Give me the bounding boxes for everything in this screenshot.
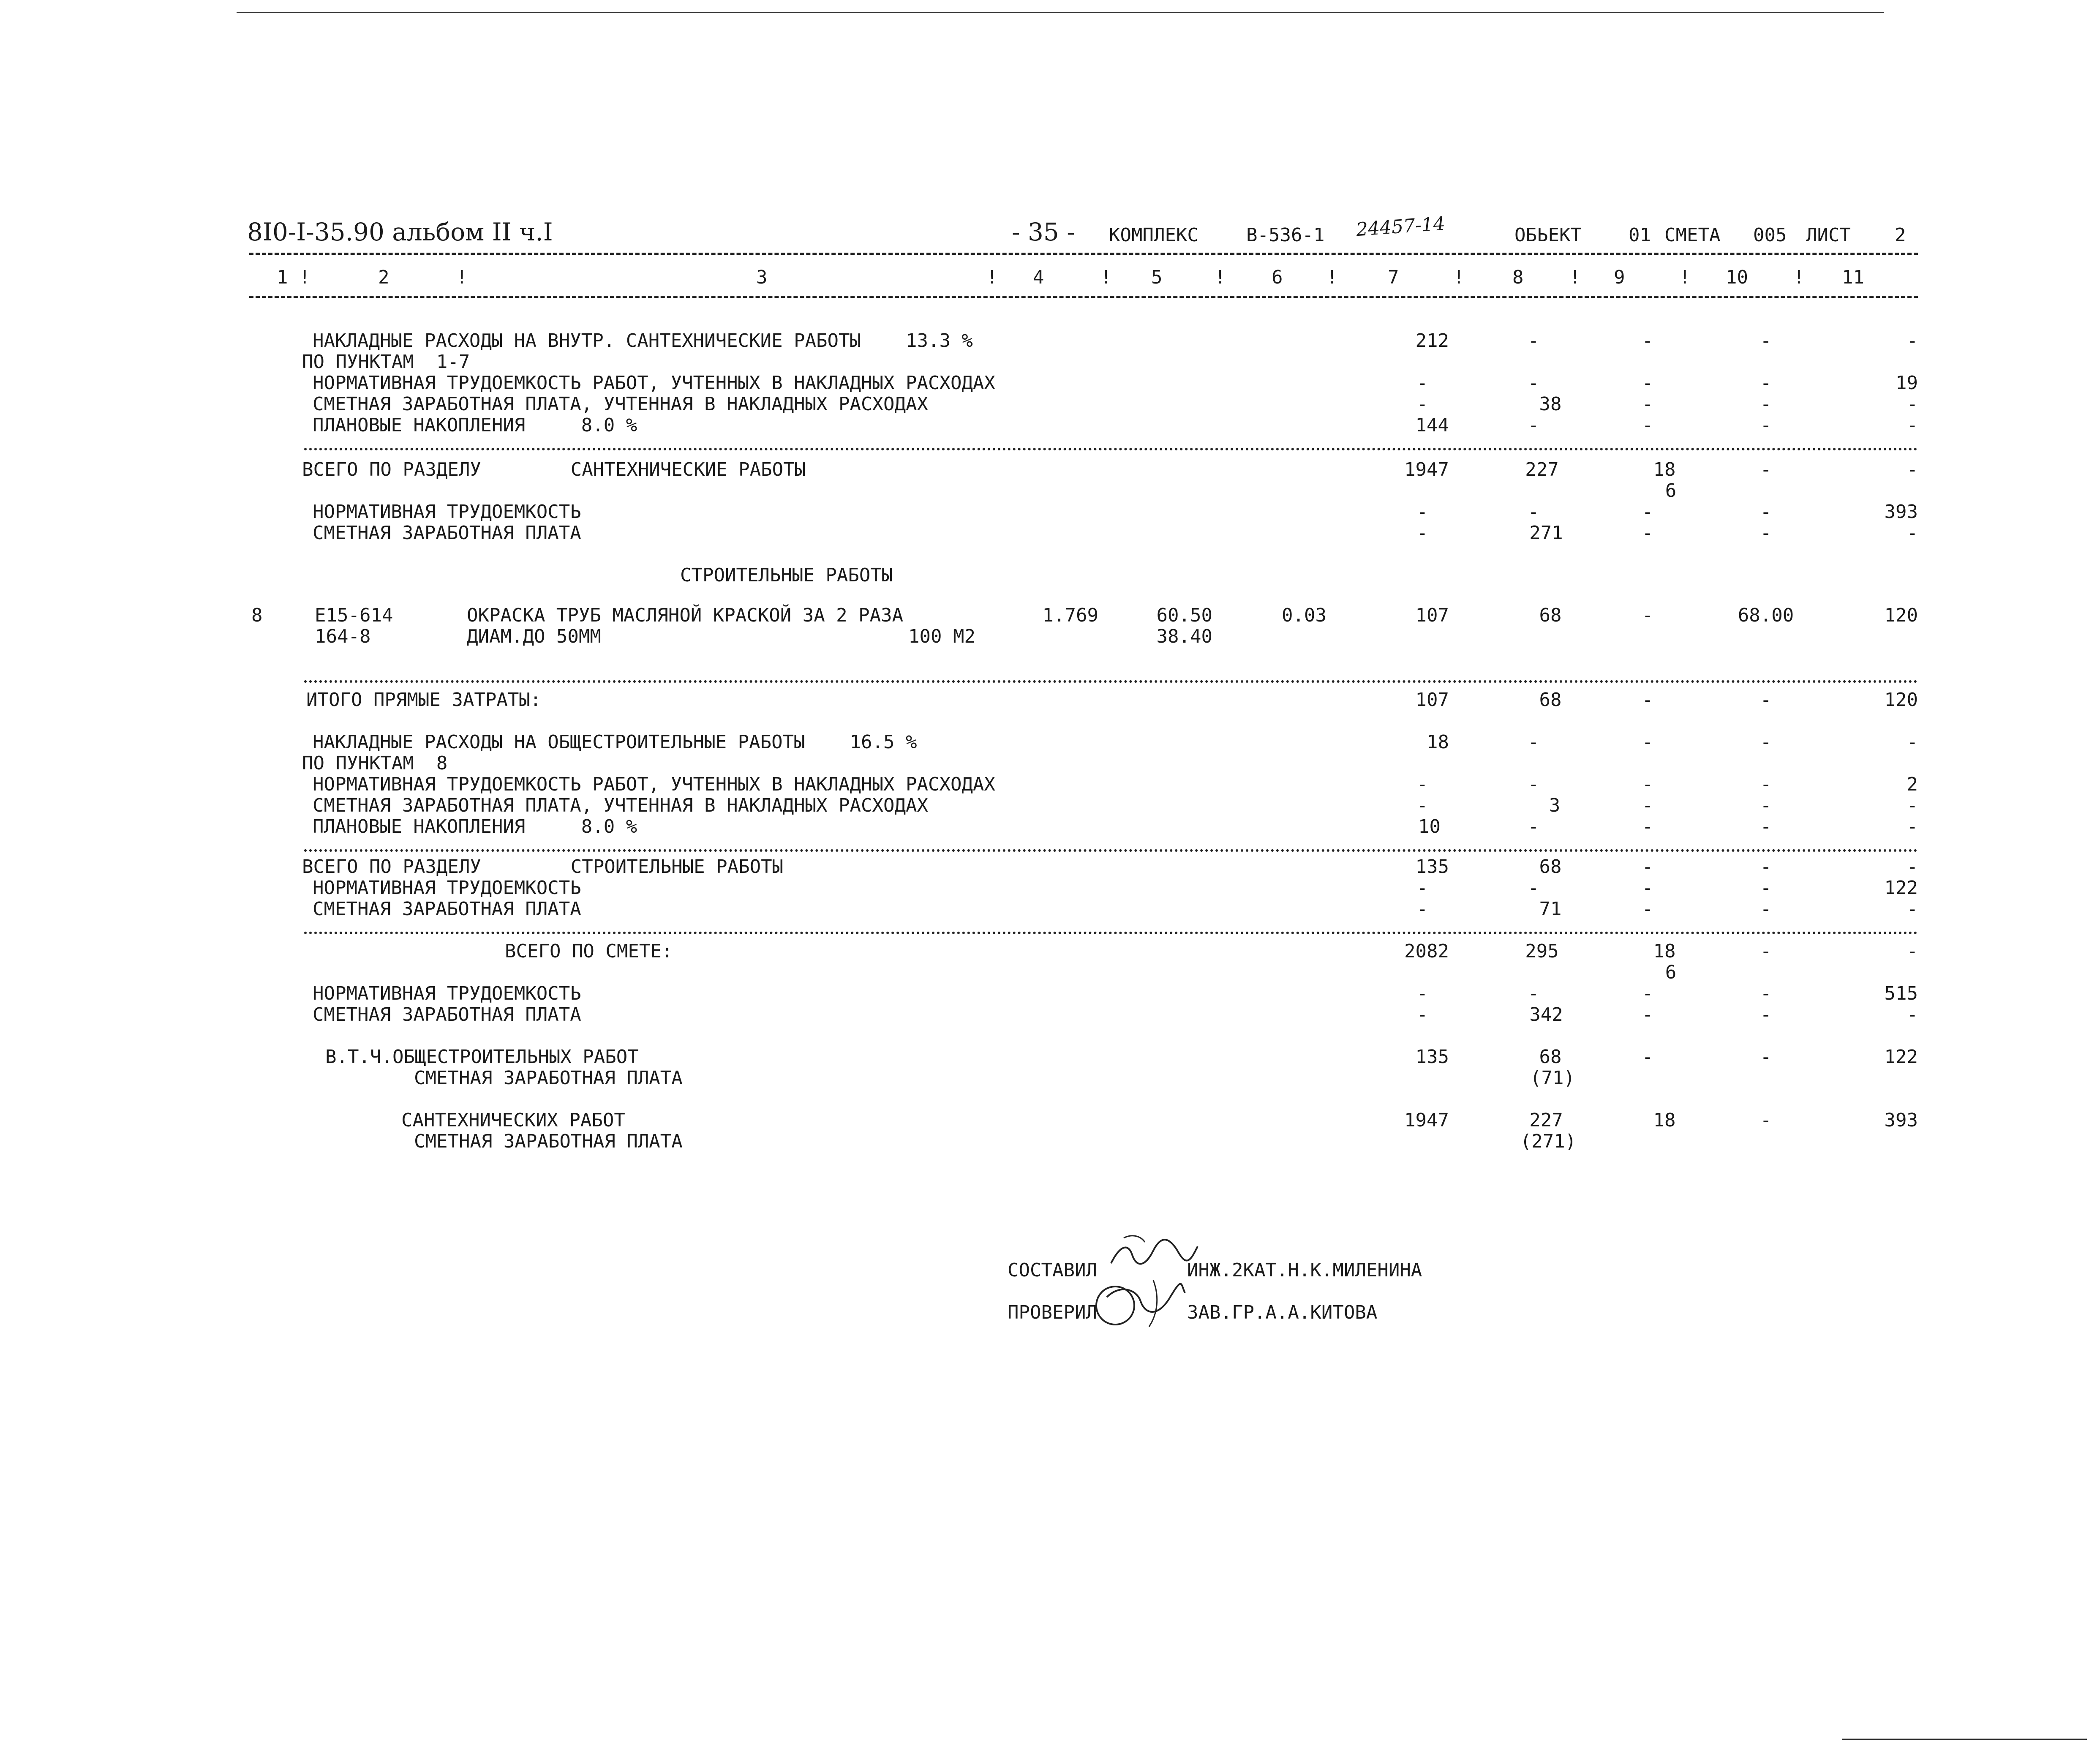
column-header: 3 xyxy=(756,267,768,288)
item-code: Е15-614 xyxy=(315,605,393,626)
cell-col7: - xyxy=(1416,393,1428,415)
cell-col8: 68 xyxy=(1539,856,1562,878)
cell-col9: - xyxy=(1642,414,1653,436)
cell-col10: - xyxy=(1760,940,1772,962)
item-unit-cost: 60.50 xyxy=(1156,605,1212,626)
cell-col7: - xyxy=(1416,774,1428,795)
section-separator xyxy=(304,680,1918,683)
cell-col7: 18 xyxy=(1427,731,1449,753)
cell-col9: - xyxy=(1642,856,1653,878)
cell-col8: 227 xyxy=(1529,1109,1563,1131)
cell-col8: (71) xyxy=(1530,1067,1575,1089)
cell-col9: - xyxy=(1642,330,1653,352)
cell-col9: 6 xyxy=(1665,962,1677,983)
cell-col8: - xyxy=(1528,816,1539,837)
cell-col9: - xyxy=(1642,898,1653,920)
cell-col8: 71 xyxy=(1539,898,1562,920)
scan-edge-line xyxy=(237,12,1884,13)
cell-col11: 393 xyxy=(1884,1109,1918,1131)
table-row-text: СМЕТНАЯ ЗАРАБОТНАЯ ПЛАТА, УЧТЕННАЯ В НАКЛАДНЫХ РАСХОДАХ xyxy=(313,795,928,816)
cell-col7: - xyxy=(1416,501,1428,523)
cell-col7: - xyxy=(1416,983,1428,1004)
table-row-text: НОРМАТИВНАЯ ТРУДОЕМКОСТЬ РАБОТ, УЧТЕННЫХ В НАКЛАДНЫХ РАСХОДАХ xyxy=(313,372,995,394)
cell-col9: - xyxy=(1642,983,1653,1004)
cell-col7: 212 xyxy=(1415,330,1449,352)
cell-col8: 271 xyxy=(1529,522,1563,544)
cell-col11: - xyxy=(1907,816,1918,837)
cell-col8: 227 xyxy=(1525,459,1559,480)
cell-col9: 18 xyxy=(1653,459,1676,480)
cell-col9: - xyxy=(1642,372,1653,394)
sheet-number: 2 xyxy=(1895,224,1906,246)
cell-col7: 1947 xyxy=(1404,459,1449,480)
cell-col11: - xyxy=(1907,856,1918,878)
object-label: ОБЬЕКТ xyxy=(1514,224,1582,246)
column-header: ! xyxy=(1793,267,1805,288)
cell-col7: 2082 xyxy=(1404,940,1449,962)
cell-col11: - xyxy=(1907,940,1918,962)
table-row-text: ВСЕГО ПО РАЗДЕЛУ СТРОИТЕЛЬНЫЕ РАБОТЫ xyxy=(302,856,784,878)
cell-col9: 18 xyxy=(1653,1109,1676,1131)
compiled-by: ИНЖ.2КАТ.Н.К.МИЛЕНИНА xyxy=(1187,1259,1422,1281)
cell-col7: 144 xyxy=(1415,414,1449,436)
column-header: ! xyxy=(1215,267,1226,288)
cell-col11: - xyxy=(1907,795,1918,816)
cell-col10: - xyxy=(1760,689,1772,711)
cell-col7: 135 xyxy=(1415,1046,1449,1068)
table-row-text: ВСЕГО ПО РАЗДЕЛУ САНТЕХНИЧЕСКИЕ РАБОТЫ xyxy=(302,459,806,480)
cell-col9: - xyxy=(1642,501,1653,523)
cell-col10: - xyxy=(1760,522,1772,544)
cell-col8: - xyxy=(1528,983,1539,1004)
table-row-text: НОРМАТИВНАЯ ТРУДОЕМКОСТЬ xyxy=(313,983,581,1004)
cell-col11: - xyxy=(1907,393,1918,415)
column-header: ! xyxy=(456,267,468,288)
cell-col9: - xyxy=(1642,774,1653,795)
cell-col7: 10 xyxy=(1418,816,1441,837)
cell-col11: - xyxy=(1907,731,1918,753)
table-row-text: ПЛАНОВЫЕ НАКОПЛЕНИЯ 8.0 % xyxy=(313,414,637,436)
cell-col11: 19 xyxy=(1896,372,1918,394)
checked-by: ЗАВ.ГР.А.А.КИТОВА xyxy=(1187,1302,1378,1323)
cell-col9: 18 xyxy=(1653,940,1676,962)
cell-col11: - xyxy=(1907,414,1918,436)
cell-col8: - xyxy=(1528,774,1539,795)
table-row-text: НОРМАТИВНАЯ ТРУДОЕМКОСТЬ РАБОТ, УЧТЕННЫХ В НАКЛАДНЫХ РАСХОДАХ xyxy=(313,774,995,795)
column-header: 8 xyxy=(1512,267,1524,288)
handwritten-number: 24457-14 xyxy=(1355,213,1446,241)
item-description: ОКРАСКА ТРУБ МАСЛЯНОЙ КРАСКОЙ ЗА 2 РАЗА xyxy=(467,605,904,626)
sheet-label: ЛИСТ xyxy=(1806,224,1851,246)
cell-col7: 135 xyxy=(1415,856,1449,878)
cell-col8: - xyxy=(1528,330,1539,352)
cell-col11: - xyxy=(1907,522,1918,544)
cell-col10: - xyxy=(1760,330,1772,352)
cell-col11: 122 xyxy=(1884,1046,1918,1068)
complex-label: КОМПЛЕКС xyxy=(1109,224,1198,246)
table-row-text: В.Т.Ч.ОБЩЕСТРОИТЕЛЬНЫХ РАБОТ xyxy=(325,1046,639,1068)
column-header: 4 xyxy=(1033,267,1044,288)
table-row-text: СМЕТНАЯ ЗАРАБОТНАЯ ПЛАТА xyxy=(313,522,581,544)
header-rule-top xyxy=(249,253,1918,255)
cell-col11: 120 xyxy=(1884,605,1918,626)
cell-col8: 38 xyxy=(1539,393,1562,415)
cell-col11: 393 xyxy=(1884,501,1918,523)
column-header: ! xyxy=(986,267,998,288)
cell-col11: - xyxy=(1907,330,1918,352)
cell-col7: - xyxy=(1416,1004,1428,1025)
table-row-text: НАКЛАДНЫЕ РАСХОДЫ НА ОБЩЕСТРОИТЕЛЬНЫЕ РАБОТЫ 16.5 % xyxy=(313,731,917,753)
section-title: СТРОИТЕЛЬНЫЕ РАБОТЫ xyxy=(680,564,893,586)
cell-col8: 68 xyxy=(1539,605,1562,626)
cell-col10: - xyxy=(1760,856,1772,878)
table-row-text: НОРМАТИВНАЯ ТРУДОЕМКОСТЬ xyxy=(313,877,581,899)
object-number: 01 xyxy=(1629,224,1651,246)
cell-col10: - xyxy=(1760,459,1772,480)
cell-col9: - xyxy=(1642,393,1653,415)
cell-col8: - xyxy=(1528,414,1539,436)
cell-col9: - xyxy=(1642,877,1653,899)
cell-col10: - xyxy=(1760,795,1772,816)
cell-col8: 68 xyxy=(1539,689,1562,711)
cell-col10: - xyxy=(1760,774,1772,795)
item-description: ДИАМ.ДО 50ММ xyxy=(467,626,601,647)
complex-code: В-536-1 xyxy=(1246,224,1325,246)
cell-col10: - xyxy=(1760,983,1772,1004)
cell-col10: - xyxy=(1760,898,1772,920)
grand-total-label: ВСЕГО ПО СМЕТЕ: xyxy=(505,940,673,962)
cell-col9: - xyxy=(1642,731,1653,753)
checked-label: ПРОВЕРИЛ xyxy=(1008,1302,1097,1323)
column-header: 6 xyxy=(1272,267,1283,288)
column-header: ! xyxy=(1679,267,1691,288)
cell-col10: - xyxy=(1760,816,1772,837)
cell-col10: 68.00 xyxy=(1738,605,1794,626)
signature-checker xyxy=(1090,1272,1191,1331)
column-header: 10 xyxy=(1726,267,1748,288)
table-row-text: СМЕТНАЯ ЗАРАБОТНАЯ ПЛАТА xyxy=(414,1067,683,1089)
cell-col7: - xyxy=(1416,898,1428,920)
cell-col10: - xyxy=(1760,501,1772,523)
scan-edge-line xyxy=(1842,1739,2087,1740)
cell-col11: - xyxy=(1907,1004,1918,1025)
column-header: 7 xyxy=(1388,267,1399,288)
cell-col11: 122 xyxy=(1884,877,1918,899)
cell-col8: 295 xyxy=(1525,940,1559,962)
cell-col7: - xyxy=(1416,795,1428,816)
cell-col7: - xyxy=(1416,877,1428,899)
table-row-text: СМЕТНАЯ ЗАРАБОТНАЯ ПЛАТА xyxy=(313,1004,581,1025)
cell-col8: - xyxy=(1528,501,1539,523)
cell-col8: 68 xyxy=(1539,1046,1562,1068)
cell-col11: 120 xyxy=(1884,689,1918,711)
cell-col7: 107 xyxy=(1415,689,1449,711)
estimate-number: 005 xyxy=(1753,224,1787,246)
table-row-text: НОРМАТИВНАЯ ТРУДОЕМКОСТЬ xyxy=(313,501,581,523)
cell-col8: (271) xyxy=(1520,1131,1577,1152)
page-number: - 35 - xyxy=(1012,218,1075,246)
cell-col10: - xyxy=(1760,1046,1772,1068)
section-separator xyxy=(304,849,1918,852)
compiled-label: СОСТАВИЛ xyxy=(1008,1259,1097,1281)
column-header: 9 xyxy=(1614,267,1625,288)
cell-col8: - xyxy=(1528,372,1539,394)
section-separator xyxy=(304,932,1918,934)
column-header: 11 xyxy=(1842,267,1864,288)
table-row-text: ИТОГО ПРЯМЫЕ ЗАТРАТЫ: xyxy=(306,689,542,711)
item-number: 8 xyxy=(251,605,263,626)
table-row-text: САНТЕХНИЧЕСКИХ РАБОТ xyxy=(401,1109,625,1131)
cell-col11: 515 xyxy=(1884,983,1918,1004)
item-quantity: 1.769 xyxy=(1042,605,1098,626)
cell-col9: - xyxy=(1642,605,1653,626)
estimate-label: СМЕТА xyxy=(1664,224,1721,246)
cell-col10: - xyxy=(1760,731,1772,753)
cell-col7: 1947 xyxy=(1404,1109,1449,1131)
column-header: 2 xyxy=(378,267,389,288)
cell-col9: - xyxy=(1642,689,1653,711)
table-row-text: НАКЛАДНЫЕ РАСХОДЫ НА ВНУТР. САНТЕХНИЧЕСКИЕ РАБОТЫ 13.3 % xyxy=(313,330,973,352)
cell-col10: - xyxy=(1760,372,1772,394)
cell-col10: - xyxy=(1760,1004,1772,1025)
cell-col9: - xyxy=(1642,816,1653,837)
cell-col8: - xyxy=(1528,731,1539,753)
cell-col10: - xyxy=(1760,414,1772,436)
cell-col10: - xyxy=(1760,1109,1772,1131)
column-header: ! xyxy=(1326,267,1338,288)
column-header: 1 ! xyxy=(277,267,311,288)
cell-col11: - xyxy=(1907,459,1918,480)
cell-col7: 107 xyxy=(1415,605,1449,626)
item-wage-cost: 38.40 xyxy=(1156,626,1212,647)
section-separator xyxy=(304,448,1918,450)
cell-col10: - xyxy=(1760,393,1772,415)
cell-col9: 6 xyxy=(1665,480,1677,502)
cell-col11: - xyxy=(1907,898,1918,920)
cell-col9: - xyxy=(1642,1046,1653,1068)
cell-col7: - xyxy=(1416,522,1428,544)
column-header: ! xyxy=(1569,267,1581,288)
table-row-text: СМЕТНАЯ ЗАРАБОТНАЯ ПЛАТА, УЧТЕННАЯ В НАКЛАДНЫХ РАСХОДАХ xyxy=(313,393,928,415)
column-header: ! xyxy=(1100,267,1112,288)
table-row-text: СМЕТНАЯ ЗАРАБОТНАЯ ПЛАТА xyxy=(414,1131,683,1152)
header-rule-bottom xyxy=(249,296,1918,298)
cell-col8: - xyxy=(1528,877,1539,899)
cell-col9: - xyxy=(1642,1004,1653,1025)
table-row-text: ПО ПУНКТАМ 8 xyxy=(302,752,448,774)
table-row-text: ПЛАНОВЫЕ НАКОПЛЕНИЯ 8.0 % xyxy=(313,816,637,837)
signature-compiler xyxy=(1107,1229,1200,1276)
cell-col7: - xyxy=(1416,372,1428,394)
cell-col10: - xyxy=(1760,877,1772,899)
cell-col8: 342 xyxy=(1529,1004,1563,1025)
table-row-text: ПО ПУНКТАМ 1-7 xyxy=(302,351,470,373)
cell-col9: - xyxy=(1642,522,1653,544)
item-machine-cost: 0.03 xyxy=(1282,605,1326,626)
column-header: 5 xyxy=(1151,267,1163,288)
table-row-text: СМЕТНАЯ ЗАРАБОТНАЯ ПЛАТА xyxy=(313,898,581,920)
item-unit: 100 М2 xyxy=(908,626,975,647)
item-code: 164-8 xyxy=(315,626,371,647)
cell-col9: - xyxy=(1642,795,1653,816)
cell-col8: 3 xyxy=(1549,795,1561,816)
column-header: ! xyxy=(1453,267,1465,288)
cell-col11: 2 xyxy=(1907,774,1918,795)
album-reference: 8I0-I-35.90 альбом II ч.I xyxy=(247,218,553,246)
